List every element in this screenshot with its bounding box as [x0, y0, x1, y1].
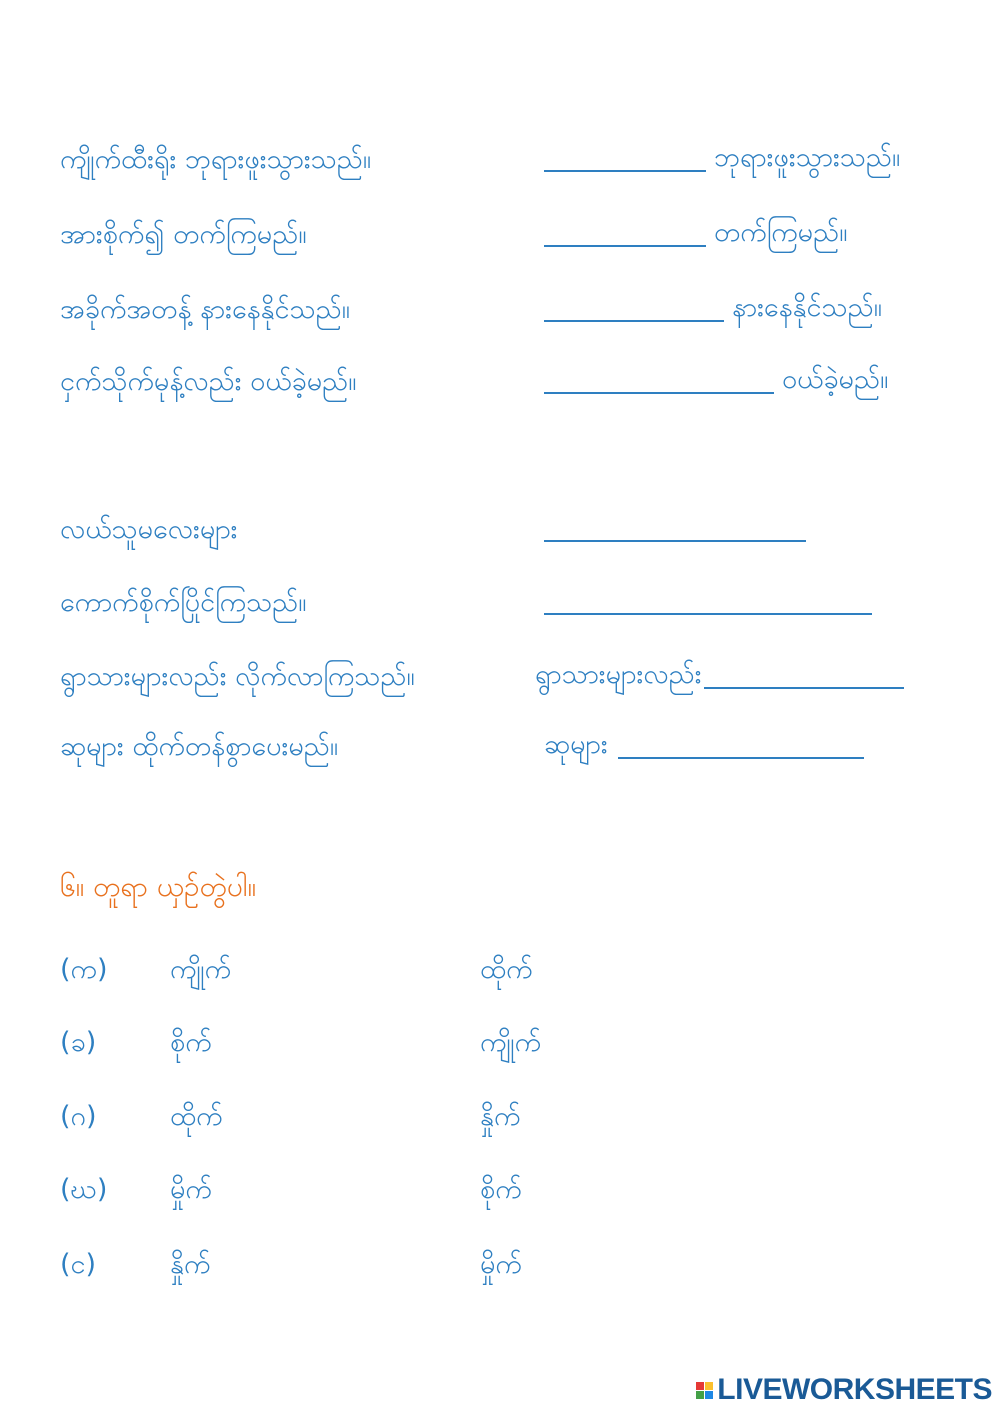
- match-right-word[interactable]: ကျိုက်: [480, 1027, 541, 1058]
- answer-blank[interactable]: [618, 735, 864, 759]
- match-right-word[interactable]: နှိုက်: [480, 1101, 521, 1132]
- sentence-ending: တက်ကြမည်။: [714, 217, 848, 248]
- logo-block: [696, 1391, 704, 1399]
- match-row: [60, 1092, 620, 1142]
- sentence-start: ဆုများ: [544, 729, 608, 760]
- item-label: (င): [60, 1249, 97, 1280]
- item-label: (က): [60, 954, 108, 985]
- copy-row-3: [60, 652, 960, 702]
- item-label: (ဂ): [60, 1101, 97, 1132]
- logo-block: [705, 1391, 713, 1399]
- answer-blank[interactable]: [544, 148, 706, 172]
- fill-row-3: [60, 285, 960, 335]
- fill-row-2: [60, 210, 960, 260]
- logo-block: [696, 1382, 704, 1390]
- fill-row-4: [60, 357, 960, 407]
- match-left-word[interactable]: ထိုက်: [170, 1101, 223, 1132]
- sentence: ရွာသားများလည်း လိုက်လာကြသည်။: [60, 661, 415, 692]
- sentence: ကောက်စိုက်ပြိုင်ကြသည်။: [60, 587, 307, 618]
- answer-blank[interactable]: [544, 370, 774, 394]
- sentence-ending: နားနေနိုင်သည်။: [732, 292, 882, 323]
- fill-row-1: [60, 135, 960, 185]
- item-label: (ဃ): [60, 1174, 108, 1205]
- match-right-word[interactable]: ထိုက်: [480, 954, 533, 985]
- sentence: ဆုများ ထိုက်တန်စွာပေးမည်။: [60, 731, 339, 762]
- match-row: [60, 1240, 620, 1290]
- match-left-word[interactable]: စိုက်: [170, 1027, 212, 1058]
- answer-blank[interactable]: [544, 298, 724, 322]
- sentence: အားစိုက်၍ တက်ကြမည်။: [60, 219, 307, 250]
- copy-row-2: [60, 578, 960, 628]
- liveworksheets-logo: [696, 1373, 992, 1407]
- match-right-word[interactable]: စိုက်: [480, 1174, 522, 1205]
- match-left-word[interactable]: ကျိုက်: [170, 954, 231, 985]
- match-row: [60, 945, 620, 995]
- match-row: [60, 1018, 620, 1068]
- sentence: အခိုက်အတန့် နားနေနိုင်သည်။: [60, 294, 350, 325]
- match-right-word[interactable]: မှိုက်: [480, 1249, 522, 1280]
- sentence-ending: ဘုရားဖူးသွားသည်။: [714, 142, 901, 173]
- match-row: [60, 1165, 620, 1215]
- logo-blocks-icon: [696, 1382, 713, 1399]
- answer-blank[interactable]: [544, 223, 706, 247]
- match-left-word[interactable]: မှိုက်: [170, 1174, 212, 1205]
- match-left-word[interactable]: နှိုက်: [170, 1249, 211, 1280]
- copy-row-1: [60, 505, 960, 555]
- sentence-ending: ဝယ်ခဲ့မည်။: [782, 364, 889, 395]
- sentence: ငှက်သိုက်မုန့်လည်း ဝယ်ခဲ့မည်။: [60, 366, 357, 397]
- sentence: လယ်သူမလေးများ: [60, 514, 238, 545]
- logo-text: LIVEWORKSHEETS: [717, 1373, 992, 1406]
- item-label: (ခ): [60, 1027, 97, 1058]
- sentence: ကျိုက်ထီးရိုး ဘုရားဖူးသွားသည်။: [60, 144, 372, 175]
- answer-blank[interactable]: [544, 518, 806, 542]
- section-heading: ၆။ တူရာ ယှဉ်တွဲပါ။: [60, 870, 257, 903]
- answer-blank[interactable]: [704, 665, 904, 689]
- answer-blank[interactable]: [544, 591, 872, 615]
- copy-row-4: [60, 722, 960, 772]
- sentence-start: ရွာသားများလည်း: [535, 659, 702, 690]
- logo-block: [705, 1382, 713, 1390]
